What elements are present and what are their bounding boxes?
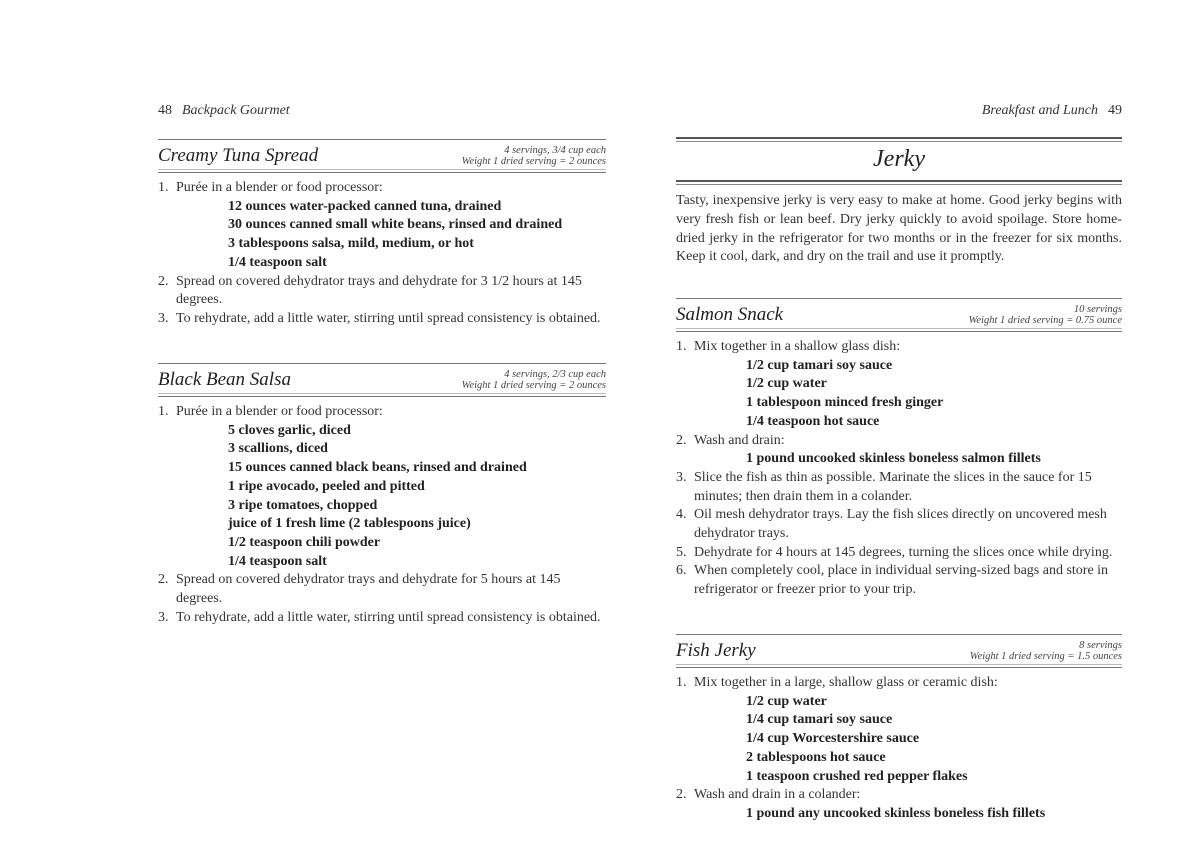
recipe-header <box>158 363 606 397</box>
recipe-steps <box>158 403 606 627</box>
ingredient: 1 ripe avocado, peeled and pitted <box>228 478 425 494</box>
recipe-title: Fish Jerky <box>676 640 756 661</box>
step-text: Slice the fish as thin as possible. Marinate the slices in the sauce for 15 minutes; then drain them in a colander. <box>694 469 1092 504</box>
step-text: To rehydrate, add a little water, stirring until spread consistency is obtained. <box>176 609 601 625</box>
step-text: Mix together in a shallow glass dish: <box>694 339 901 354</box>
recipe-step: 4. Oil mesh dehydrator trays. Lay the fish slices directly on uncovered mesh dehydrator trays. <box>676 507 1107 542</box>
recipe-step: 3. Slice the fish as thin as possible. Marinate the slices in the sauce for 15 minutes; then drain them in a colander. <box>676 469 1092 504</box>
recipe-fish-jerky <box>676 634 1122 824</box>
ingredient: 1/4 teaspoon salt <box>228 553 327 569</box>
ingredient: 1 tablespoon minced fresh ginger <box>746 395 944 411</box>
step-text: Mix together in a large, shallow glass or ceramic dish: <box>694 675 998 690</box>
recipe-meta <box>462 145 606 167</box>
recipe-step: 5. Dehydrate for 4 hours at 145 degrees, turning the slices once while drying. <box>676 544 1113 560</box>
ingredient: 1/2 cup water <box>746 376 827 392</box>
ingredient: 1 pound any uncooked skinless boneless fish fillets <box>746 805 1046 821</box>
recipe-meta <box>969 304 1122 326</box>
step-text: Purée in a blender or food processor: <box>176 180 383 195</box>
recipe-title: Black Bean Salsa <box>158 369 291 390</box>
recipe-steps <box>158 179 606 329</box>
ingredient: 30 ounces canned small white beans, rinsed and drained <box>228 217 563 233</box>
recipe-header <box>676 298 1122 332</box>
recipe-step: 2. Wash and drain: 1 pound uncooked skinless boneless salmon fillets <box>676 432 1122 469</box>
ingredient: 1/4 cup tamari soy sauce <box>746 712 893 728</box>
recipe-header <box>158 139 606 173</box>
left-running-head-title: Backpack Gourmet <box>182 103 290 118</box>
step-text: Wash and drain: <box>694 432 785 448</box>
recipe-title: Creamy Tuna Spread <box>158 145 319 166</box>
right-page-number: 49 <box>1108 103 1122 118</box>
recipe-weight: Weight 1 dried serving = 2 ounces <box>461 156 606 167</box>
recipe-step: 3. To rehydrate, add a little water, stirring until spread consistency is obtained. <box>158 310 601 326</box>
recipe-weight: Weight 1 dried serving = 0.75 ounce <box>968 315 1122 326</box>
right-running-head <box>982 103 1122 119</box>
recipe-step: 1. Mix together in a large, shallow glass or ceramic dish: 1/2 cup water 1/4 cup tamari soy sauce 1/4 cup Worcestershire sauce 2 tablespoons hot sauce 1 teaspoon crushed red pepper flakes <box>676 674 1122 786</box>
ingredient: 5 cloves garlic, diced <box>228 422 351 438</box>
right-running-head-title: Breakfast and Lunch <box>981 103 1098 118</box>
left-page-number: 48 <box>158 103 172 118</box>
step-text: Oil mesh dehydrator trays. Lay the fish slices directly on uncovered mesh dehydrator trays. <box>694 507 1107 542</box>
step-text: To rehydrate, add a little water, stirring until spread consistency is obtained. <box>176 310 601 326</box>
left-running-head <box>158 103 290 119</box>
recipe-meta <box>462 369 606 391</box>
recipe-servings: 4 servings, 2/3 cup each <box>504 369 606 380</box>
recipe-steps <box>676 338 1122 600</box>
recipe-header <box>676 634 1122 668</box>
recipe-servings: 10 servings <box>1073 304 1122 315</box>
recipe-title: Salmon Snack <box>676 304 784 325</box>
ingredient: 1/2 cup tamari soy sauce <box>746 357 893 373</box>
recipe-steps <box>676 674 1122 824</box>
recipe-weight: Weight 1 dried serving = 1.5 ounces <box>969 651 1122 662</box>
ingredient: 1/4 teaspoon salt <box>228 254 327 270</box>
ingredient: 12 ounces water-packed canned tuna, drained <box>228 198 502 214</box>
section-title: Jerky <box>873 146 925 172</box>
ingredient-list <box>694 450 1122 469</box>
section-header <box>676 137 1122 185</box>
recipe-meta <box>970 640 1122 662</box>
ingredient: 1/4 teaspoon hot sauce <box>746 413 880 429</box>
recipe-step: 1. Mix together in a shallow glass dish: 1/2 cup tamari soy sauce 1/2 cup water 1 tablespoon minced fresh ginger 1/4 teaspoon hot sauce <box>676 338 1122 432</box>
ingredient: 15 ounces canned black beans, rinsed and drained <box>228 460 527 476</box>
recipe-step: 2. Wash and drain in a colander: 1 pound any uncooked skinless boneless fish fillets <box>676 786 1122 823</box>
recipe-step: 3. To rehydrate, add a little water, stirring until spread consistency is obtained. <box>158 609 601 625</box>
recipe-black-bean-salsa <box>158 363 606 627</box>
step-text: Wash and drain in a colander: <box>694 787 861 803</box>
section-intro: Tasty, inexpensive jerky is very easy to make at home. Good jerky begins with very fresh fish or lean beef. Dry jerky quickly to avoid spoilage. Store home-dried jerky in the refrigerator for two months or in the freezer for six months. Keep it cool, dark, and dry on the trail and use it promptly. <box>676 193 1122 265</box>
recipe-weight: Weight 1 dried serving = 2 ounces <box>461 380 606 391</box>
recipe-creamy-tuna-spread <box>158 139 606 329</box>
ingredient: 1 teaspoon crushed red pepper flakes <box>746 768 968 784</box>
ingredient: 3 scallions, diced <box>228 441 328 457</box>
ingredient: 1/2 cup water <box>746 693 827 709</box>
step-text: When completely cool, place in individual serving-sized bags and store in refrigerator or freezer prior to your trip. <box>694 563 1109 598</box>
ingredient-list <box>694 805 1122 824</box>
ingredient: 2 tablespoons hot sauce <box>746 749 886 765</box>
ingredient: 3 tablespoons salsa, mild, medium, or hot <box>228 236 474 252</box>
recipe-step: 2. Spread on covered dehydrator trays and dehydrate for 5 hours at 145 degrees. <box>158 572 561 607</box>
recipe-step: 6. When completely cool, place in individual serving-sized bags and store in refrigerator or freezer prior to your trip. <box>676 563 1109 598</box>
ingredient: 3 ripe tomatoes, chopped <box>228 497 378 513</box>
step-text: Purée in a blender or food processor: <box>176 404 383 419</box>
step-text: Spread on covered dehydrator trays and dehydrate for 3 1/2 hours at 145 degrees. <box>176 273 582 308</box>
ingredient-list <box>176 198 606 273</box>
step-text: Dehydrate for 4 hours at 145 degrees, turning the slices once while drying. <box>694 544 1113 560</box>
recipe-servings: 4 servings, 3/4 cup each <box>504 145 606 156</box>
ingredient-list <box>176 422 606 572</box>
ingredient-list <box>694 357 1122 432</box>
step-text: Spread on covered dehydrator trays and dehydrate for 5 hours at 145 degrees. <box>176 572 561 607</box>
recipe-step: 1. Purée in a blender or food processor: 12 ounces water-packed canned tuna, drained 30 ounces canned small white beans, rinsed and drained 3 tablespoons salsa, mild, medium, or hot 1/4 teaspoon salt <box>158 179 606 273</box>
recipe-salmon-snack <box>676 298 1122 600</box>
ingredient: 1/2 teaspoon chili powder <box>228 534 381 550</box>
ingredient: 1 pound uncooked skinless boneless salmon fillets <box>746 451 1041 467</box>
ingredient-list <box>694 693 1122 787</box>
recipe-step: 2. Spread on covered dehydrator trays and dehydrate for 3 1/2 hours at 145 degrees. <box>158 273 582 308</box>
recipe-servings: 8 servings <box>1079 640 1122 651</box>
ingredient: 1/4 cup Worcestershire sauce <box>746 731 920 747</box>
recipe-step: 1. Purée in a blender or food processor: 5 cloves garlic, diced 3 scallions, diced 15 ounces canned black beans, rinsed and drained 1 ripe avocado, peeled and pitted 3 ripe tomatoes, chopped juice of 1 fresh lime (2 tablespoons juice) 1/2 teaspoon chili powder 1/4 teaspoon salt <box>158 403 606 571</box>
ingredient: juice of 1 fresh lime (2 tablespoons juice) <box>228 516 471 532</box>
